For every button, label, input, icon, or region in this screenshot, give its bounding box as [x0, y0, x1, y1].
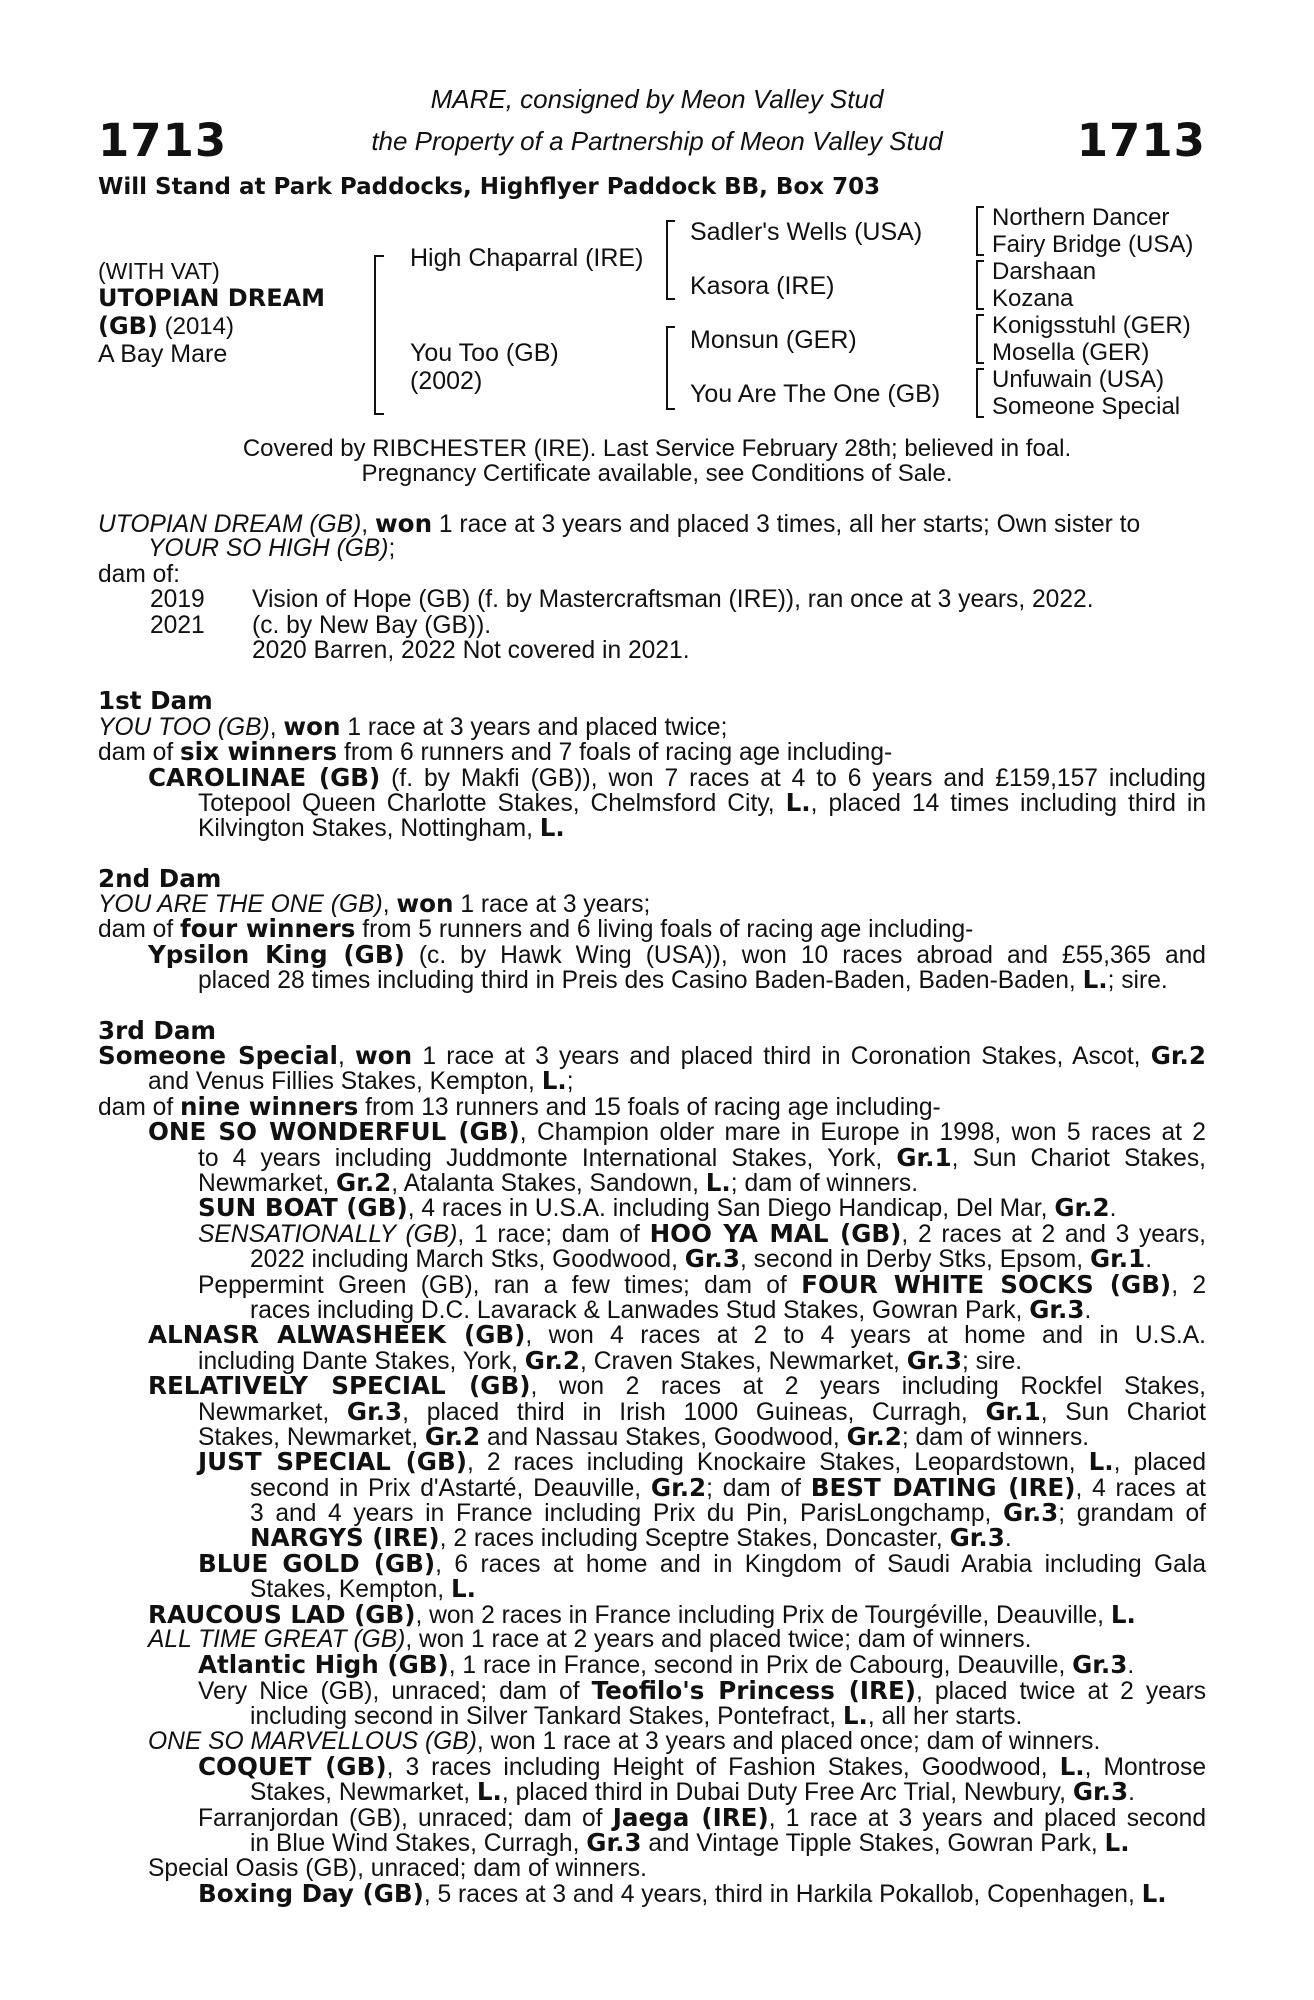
catalogue-body	[98, 511, 1206, 1906]
justspecial-line-4: NARGYS (IRE), 2 races including Sceptre Stakes, Doncaster, Gr.3.	[250, 1523, 1012, 1553]
dam1-line: YOU TOO (GB), won 1 race at 3 years and placed twice;	[98, 711, 728, 741]
verynice-line-2: including second in Silver Tankard Stakes, Pontefract, L., all her starts.	[250, 1701, 1023, 1731]
verynice-line-1: Very Nice (GB), unraced; dam of Teofilo's Princess (IRE), placed twice at 2 years	[198, 1675, 1206, 1705]
dam3-line-2: and Venus Fillies Stakes, Kempton, L.;	[148, 1066, 574, 1096]
property-line: the Property of a Partnership of Meon Valley Stud	[371, 126, 943, 156]
location-line: Will Stand at Park Paddocks, Highflyer Paddock BB, Box 703	[98, 174, 881, 200]
coquet-line-1: COQUET (GB), 3 races including Height of Fashion Stakes, Goodwood, L., Montrose	[198, 1751, 1206, 1781]
alnasr-line-1: ALNASR ALWASHEEK (GB), won 4 races at 2 to 4 years at home and in U.S.A.	[148, 1320, 1206, 1350]
dam3-damof: dam of nine winners from 13 runners and 15 foals of racing age including-	[98, 1091, 941, 1121]
intro-line-1: UTOPIAN DREAM (GB), won 1 race at 3 years and placed 3 times, all her starts; Own sister to	[98, 509, 1141, 538]
produce-2019: 2019 Vision of Hope (GB) (f. by Mastercraftsman (IRE)), ran once at 3 years, 2022.	[150, 586, 1094, 614]
pep-line-1: Peppermint Green (GB), ran a few times; dam of FOUR WHITE SOCKS (GB), 2	[198, 1269, 1207, 1299]
pedigree-brace-1	[374, 255, 384, 415]
pedigree-ds: Monsun (GER)	[690, 326, 857, 354]
pedigree-ddd: Someone Special	[992, 393, 1181, 420]
dam2-line: YOU ARE THE ONE (GB), won 1 race at 3 years;	[98, 889, 651, 919]
osw-line-3: Newmarket, Gr.2, Atalanta Stakes, Sandown, L.; dam of winners.	[198, 1167, 919, 1197]
bluegold-line-2: Stakes, Kempton, L.	[250, 1574, 476, 1604]
ypsilon-line-2: placed 28 times including third in Preis des Casino Baden-Baden, Baden-Baden, L.; sire.	[198, 965, 1168, 995]
pedigree-brace-3a	[976, 206, 984, 256]
pep-line-2: races including D.C. Lavarack & Lanwades Stud Stakes, Gowran Park, Gr.3.	[250, 1294, 1092, 1324]
justspecial-line-1: JUST SPECIAL (GB), 2 races including Knockaire Stakes, Leopardstown, L., placed	[198, 1447, 1206, 1477]
horse-name: UTOPIAN DREAM	[98, 284, 326, 312]
pedigree-dd: You Are The One (GB)	[690, 380, 941, 408]
pedigree-brace-2a	[666, 220, 675, 300]
alnasr-line-2: including Dante Stakes, York, Gr.2, Craven Stakes, Newmarket, Gr.3; sire.	[198, 1345, 1023, 1375]
dam3-heading: 3rd Dam	[98, 1015, 217, 1045]
dam2-damof: dam of four winners from 5 runners and 6 living foals of racing age including-	[98, 914, 974, 944]
horse-country-year	[98, 312, 234, 341]
produce-2021: 2021 (c. by New Bay (GB)).	[150, 611, 492, 639]
pregnancy-line: Pregnancy Certificate available, see Conditions of Sale.	[361, 460, 953, 487]
pedigree-sd: Kasora (IRE)	[690, 272, 835, 300]
dam2-heading: 2nd Dam	[98, 863, 222, 893]
pedigree-brace-3c	[976, 314, 984, 364]
atlantic-line: Atlantic High (GB), 1 race in France, second in Prix de Cabourg, Deauville, Gr.3.	[198, 1650, 1135, 1680]
carolinae-line-1: CAROLINAE (GB) (f. by Makfi (GB)), won 7 races at 4 to 6 years and £159,157 including	[148, 762, 1206, 792]
pedigree-brace-3d	[976, 368, 984, 418]
intro-line-2: YOUR SO HIGH (GB);	[148, 535, 396, 563]
sens-line-2: 2022 including March Stks, Goodwood, Gr.3, second in Derby Stks, Epsom, Gr.1.	[250, 1244, 1153, 1274]
pedigree-ssd: Fairy Bridge (USA)	[992, 231, 1194, 258]
alltime-line: ALL TIME GREAT (GB), won 1 race at 2 years and placed twice; dam of winners.	[148, 1626, 1032, 1654]
farranjordan-line-1: Farranjordan (GB), unraced; dam of Jaega (IRE), 1 race at 3 years and placed second	[198, 1802, 1207, 1832]
sunboat-line: SUN BOAT (GB), 4 races in U.S.A. including San Diego Handicap, Del Mar, Gr.2.	[198, 1193, 1117, 1223]
pedigree-dam: You Too (GB)	[410, 339, 559, 367]
pedigree-dam-year: (2002)	[410, 367, 483, 395]
dam1-heading: 1st Dam	[98, 686, 213, 716]
boxingday-line: Boxing Day (GB), 5 races at 3 and 4 years, third in Harkila Pokallob, Copenhagen, L.	[198, 1878, 1167, 1908]
pedigree-dds: Unfuwain (USA)	[992, 366, 1165, 393]
pedigree-brace-3b	[976, 260, 984, 310]
relatively-line-2: Newmarket, Gr.3, placed third in Irish 1000 Guineas, Curragh, Gr.1, Sun Chariot	[198, 1396, 1206, 1426]
carolinae-line-3: Kilvington Stakes, Nottingham, L.	[198, 813, 565, 843]
consignor-line: MARE, consigned by Meon Valley Stud	[430, 84, 884, 114]
sens-line-1: SENSATIONALLY (GB), 1 race; dam of HOO YA MAL (GB), 2 races at 2 and 3 years,	[198, 1218, 1206, 1248]
relatively-line-1: RELATIVELY SPECIAL (GB), won 2 races at 2 years including Rockfel Stakes,	[148, 1371, 1207, 1401]
intro-damof: dam of:	[98, 560, 181, 588]
pedigree-sire: High Chaparral (IRE)	[410, 244, 644, 272]
pedigree-sss: Northern Dancer	[992, 204, 1170, 231]
osw-line-2: to 4 years including Juddmonte International Stakes, York, Gr.1, Sun Chariot Stakes,	[198, 1142, 1206, 1172]
relatively-line-3: Stakes, Newmarket, Gr.2 and Nassau Stakes, Goodwood, Gr.2; dam of winners.	[198, 1421, 1090, 1451]
specialoasis-line: Special Oasis (GB), unraced; dam of winners.	[148, 1854, 647, 1882]
lot-number-right: 1713	[1076, 114, 1206, 167]
dam1-damof: dam of six winners from 6 runners and 7 foals of racing age including-	[98, 737, 893, 767]
marvellous-line: ONE SO MARVELLOUS (GB), won 1 race at 3 years and placed once; dam of winners.	[148, 1727, 1101, 1755]
horse-year: (2014)	[164, 313, 234, 340]
justspecial-line-2: second in Prix d'Astarté, Deauville, Gr.2; dam of BEST DATING (IRE), 4 races at	[250, 1472, 1207, 1502]
horse-description: A Bay Mare	[98, 340, 228, 368]
pedigree-sds: Darshaan	[992, 258, 1097, 285]
carolinae-line-2: Totepool Queen Charlotte Stakes, Chelmsford City, L., placed 14 times including third in	[198, 787, 1206, 817]
pedigree-sdd: Kozana	[992, 285, 1074, 312]
bluegold-line-1: BLUE GOLD (GB), 6 races at home and in Kingdom of Saudi Arabia including Gala	[198, 1548, 1206, 1578]
coquet-line-2: Stakes, Newmarket, L., placed third in Dubai Duty Free Arc Trial, Newbury, Gr.3.	[250, 1777, 1135, 1807]
produce-barren: 2020 Barren, 2022 Not covered in 2021.	[252, 636, 690, 664]
pedigree-ss: Sadler's Wells (USA)	[690, 218, 923, 246]
vat-label: (WITH VAT)	[98, 258, 220, 284]
covered-line: Covered by RIBCHESTER (IRE). Last Service February 28th; believed in foal.	[242, 435, 1072, 462]
pedigree-dsd: Mosella (GER)	[992, 339, 1150, 366]
lot-number-left: 1713	[98, 114, 228, 167]
raucous-line: RAUCOUS LAD (GB), won 2 races in France including Prix de Tourgéville, Deauville, L.	[148, 1599, 1136, 1629]
pedigree-brace-2b	[666, 326, 675, 410]
farranjordan-line-2: in Blue Wind Stakes, Curragh, Gr.3 and Vintage Tipple Stakes, Gowran Park, L.	[250, 1828, 1130, 1858]
dam3-line-1: Someone Special, won 1 race at 3 years and placed third in Coronation Stakes, Ascot, Gr.2	[98, 1041, 1206, 1071]
ypsilon-line-1: Ypsilon King (GB) (c. by Hawk Wing (USA)), won 10 races abroad and £55,365 and	[148, 939, 1206, 969]
horse-country: (GB)	[98, 312, 158, 340]
justspecial-line-3: 3 and 4 years in France including Prix du Pin, ParisLongchamp, Gr.3; grandam of	[250, 1498, 1207, 1528]
pedigree-dss: Konigsstuhl (GER)	[992, 312, 1191, 339]
osw-line-1: ONE SO WONDERFUL (GB), Champion older mare in Europe in 1998, won 5 races at 2	[148, 1117, 1206, 1147]
